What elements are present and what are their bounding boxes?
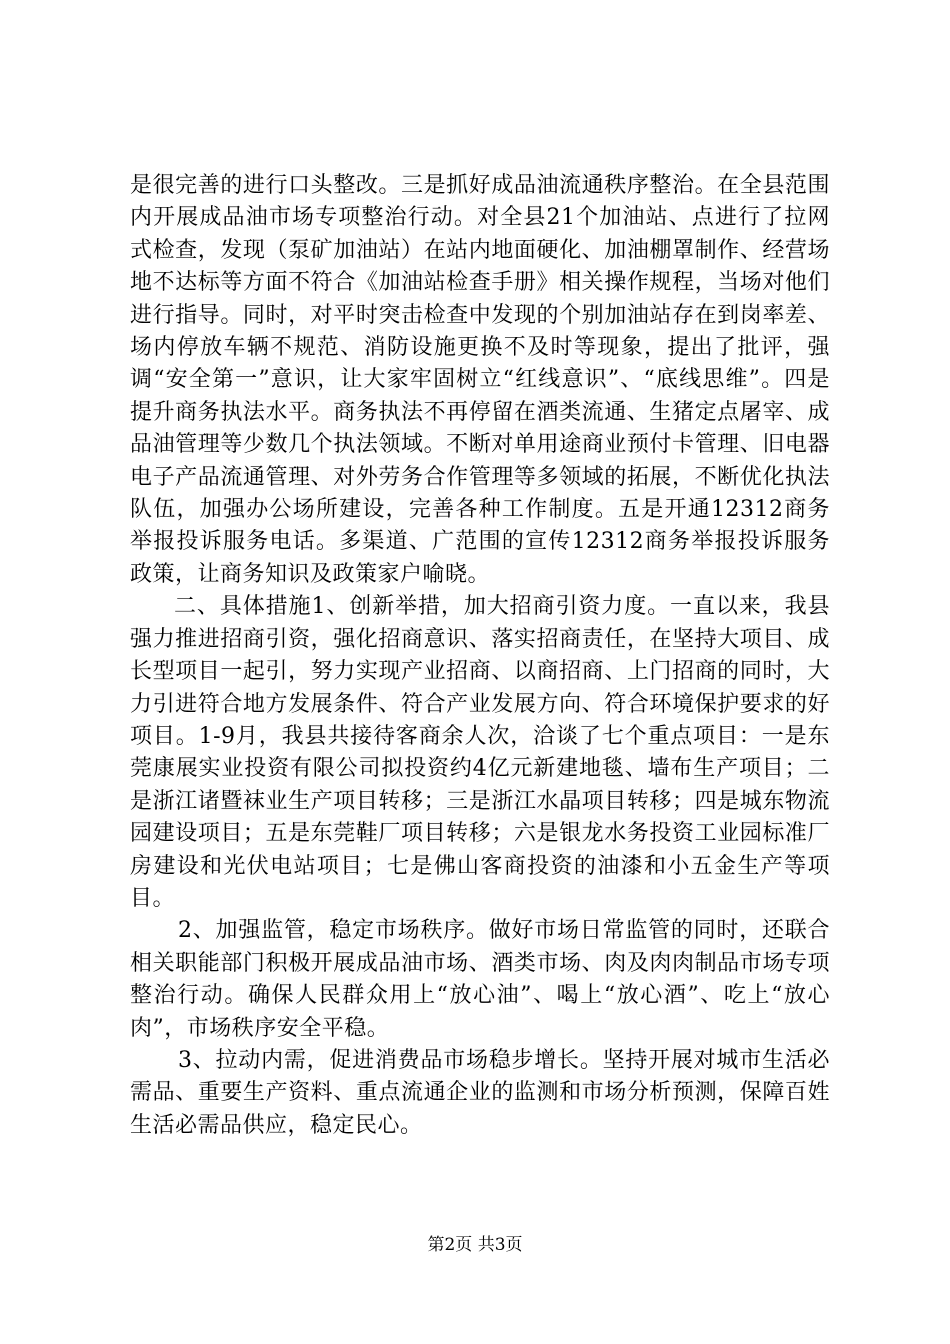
paragraph-3: 2、加强监管，稳定市场秩序。做好市场日常监管的同时，还联合相关职能部门积极开展成品油市场、酒类市场、肉及肉肉制品市场专项整治行动。确保人民群众用上“放心油”、喝上“放心酒”、吃上“放心肉”，市场秩序安全平稳。 [130,918,830,1041]
document-body [130,170,830,1142]
paragraph-4: 3、拉动内需，促进消费品市场稳步增长。坚持开展对城市生活必需品、重要生产资料、重点流通企业的监测和市场分析预测，保障百姓生活必需品供应，稳定民心。 [130,1047,830,1138]
paragraph-2: 二、具体措施1、创新举措，加大招商引资力度。一直以来，我县强力推进招商引资，强化招商意识、落实招商责任，在坚持大项目、成长型项目一起引，努力实现产业招商、以商招商、上门招商的同时，大力引进符合地方发展条件、符合产业发展方向、符合环境保护要求的好项目。1-9月，我县共接待客商余人次，洽谈了七个重点项目：一是东莞康展实业投资有限公司拟投资约4亿元新建地毯、墙布生产项目；二是浙江诸暨袜业生产项目转移；三是浙江水晶项目转移；四是城东物流园建设项目；五是东莞鞋厂项目转移；六是银龙水务投资工业园标准厂房建设和光伏电站项目；七是佛山客商投资的油漆和小五金生产等项目。 [130,594,830,911]
paragraph-1: 是很完善的进行口头整改。三是抓好成品油流通秩序整治。在全县范围内开展成品油市场专项整治行动。对全县21个加油站、点进行了拉网式检查，发现（泵矿加油站）在站内地面硬化、加油棚罩制作、经营场地不达标等方面不符合《加油站检查手册》相关操作规程，当场对他们进行指导。同时，对平时突击检查中发现的个别加油站存在到岗率差、场内停放车辆不规范、消防设施更换不及时等现象，提出了批评，强调“安全第一”意识，让大家牢固树立“红线意识”、“底线思维”。四是提升商务执法水平。商务执法不再停留在酒类流通、生猪定点屠宰、成品油管理等少数几个执法领域。不断对单用途商业预付卡管理、旧电器电子产品流通管理、对外劳务合作管理等多领域的拓展，不断优化执法队伍，加强办公场所建设，完善各种工作制度。五是开通12312商务举报投诉服务电话。多渠道、广范围的宣传12312商务举报投诉服务政策，让商务知识及政策家户喻晓。 [130,173,830,587]
page-footer: 第2页 共3页 [427,1235,523,1255]
